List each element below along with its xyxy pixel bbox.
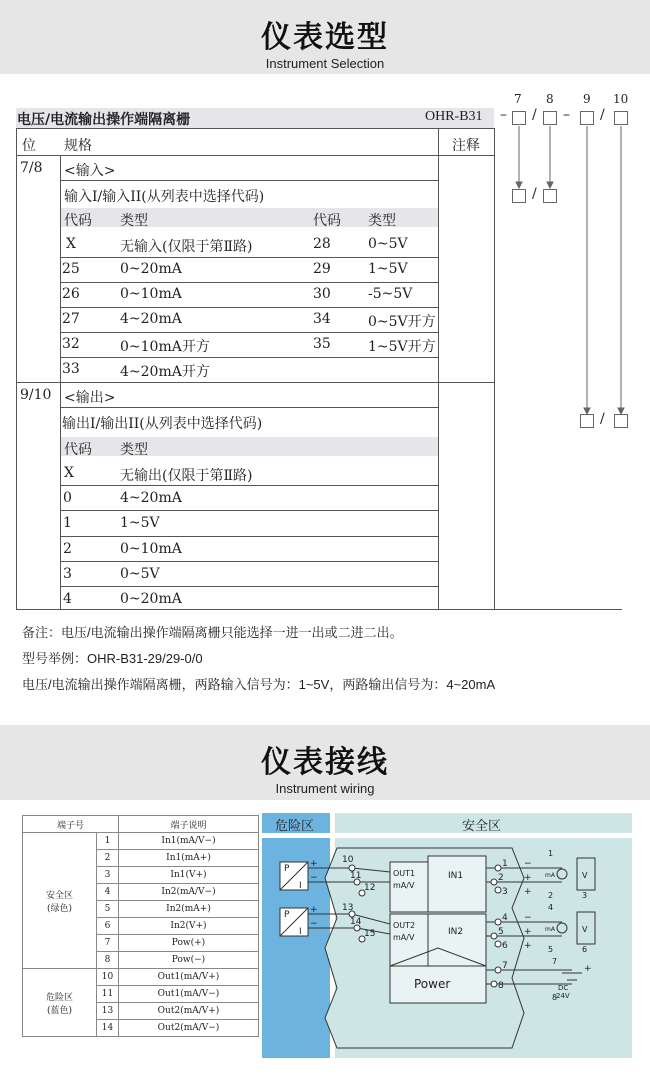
svg-text:−: − bbox=[524, 859, 532, 869]
ma-meter-label: mA bbox=[545, 926, 555, 933]
selection-banner bbox=[0, 0, 650, 74]
terminal-label: 11 bbox=[350, 871, 362, 881]
input-type: 无输入(仅限于第Ⅱ路) bbox=[120, 239, 253, 255]
input-code: 28 bbox=[313, 236, 331, 252]
input-code: 29 bbox=[313, 261, 331, 277]
selection-arrows bbox=[500, 120, 640, 420]
output-type: 1~5V bbox=[120, 515, 160, 531]
out1-label: OUT1 bbox=[393, 869, 416, 878]
output-type: 0~5V bbox=[120, 566, 160, 582]
output-col-type: 类型 bbox=[120, 442, 148, 458]
ma-meter-label: mA bbox=[545, 872, 555, 879]
section-subtitle: Instrument Selection bbox=[265, 56, 385, 71]
terminal-label: 7 bbox=[502, 961, 508, 971]
pos-label-8: 8 bbox=[546, 92, 554, 106]
ma-meter-1 bbox=[557, 869, 567, 879]
pos-label-7: 7 bbox=[514, 92, 522, 106]
input-box-2 bbox=[543, 189, 557, 203]
safe-zone-label: 安全区 bbox=[462, 819, 502, 834]
product-name: 电压/电流输出操作端隔离栅 bbox=[17, 112, 191, 128]
input-type: 0~5V开方 bbox=[368, 314, 436, 330]
output-type: 0~10mA bbox=[120, 541, 182, 557]
svg-text:−: − bbox=[310, 919, 318, 929]
output-code: 3 bbox=[63, 566, 72, 582]
meter-num: 5 bbox=[548, 945, 554, 954]
transmitter-p-label: P bbox=[284, 864, 290, 874]
safe-zone-group: 安全区 (绿色) bbox=[23, 833, 97, 969]
terminal-label: 8 bbox=[498, 981, 504, 991]
transmitter-i-label: I bbox=[299, 927, 302, 937]
input-type: -5~5V bbox=[368, 286, 413, 302]
output-type: 4~20mA bbox=[120, 490, 182, 506]
wiring-schematic bbox=[262, 838, 632, 1058]
power-label: Power bbox=[414, 977, 451, 991]
out2-unit: mA/V bbox=[393, 933, 415, 942]
input-code: 34 bbox=[313, 311, 331, 327]
output-code: 0 bbox=[63, 490, 72, 506]
output-box-1 bbox=[580, 414, 594, 428]
section-title: 仪表接线 bbox=[261, 745, 389, 780]
output-code: 1 bbox=[63, 515, 72, 531]
input-col-type-2: 类型 bbox=[368, 213, 396, 229]
note-signal: 电压/电流输出操作端隔离栅，两路输入信号为：1~5V，两路输出信号为：4~20mA bbox=[22, 677, 496, 692]
svg-text:+: + bbox=[524, 927, 532, 937]
terminal-header-number: 端子号 bbox=[23, 816, 119, 833]
svg-text:+: + bbox=[584, 964, 592, 974]
in1-label: IN1 bbox=[448, 871, 464, 881]
v-meter-label: V bbox=[582, 925, 588, 934]
section-subtitle: Instrument wiring bbox=[275, 781, 375, 796]
terminal-label: 3 bbox=[502, 887, 508, 897]
terminal-label: 2 bbox=[498, 873, 504, 883]
input-code: 35 bbox=[313, 336, 331, 352]
input-code: X bbox=[66, 236, 76, 252]
header-spec: 规格 bbox=[64, 138, 92, 154]
output-code: 4 bbox=[63, 591, 72, 607]
output-type: 0~20mA bbox=[120, 591, 182, 607]
note-remark: 备注：电压/电流输出操作端隔离栅只能选择一进一出或二进二出。 bbox=[22, 625, 403, 640]
input-desc: 输入I/输入II(从列表中选择代码) bbox=[64, 189, 265, 205]
svg-text:−: − bbox=[310, 873, 318, 883]
out1-unit: mA/V bbox=[393, 881, 415, 890]
output-code: 2 bbox=[63, 541, 72, 557]
input-code: 33 bbox=[62, 361, 80, 377]
input-code: 30 bbox=[313, 286, 331, 302]
terminal-label: 12 bbox=[364, 883, 376, 893]
pos-label-9: 9 bbox=[583, 92, 591, 106]
terminal-table: 端子号 端子说明 安全区 (绿色) 1 In1(mA/V−) 2 In1(mA+) 3 In1(V+) 4 In2(mA/V−) 5 In2(mA+) 6 In2(V+) 7 Pow(+) 8 Pow(−) 危险区 (蓝色) 10 Out1(mA/V+) 11 Out1(mA/V−) 13 Out2(mA/V+) 14 Out2(mA/V−) bbox=[22, 815, 259, 1037]
meter-num: 7 bbox=[552, 957, 558, 966]
svg-text:+: + bbox=[524, 873, 532, 883]
input-type: 1~5V开方 bbox=[368, 339, 436, 355]
input-type: 0~20mA bbox=[120, 261, 182, 277]
svg-text:−: − bbox=[524, 913, 532, 923]
header-pos: 位 bbox=[22, 138, 36, 154]
input-type: 1~5V bbox=[368, 261, 408, 277]
in2-label: IN2 bbox=[448, 927, 464, 937]
svg-text:+: + bbox=[310, 905, 318, 915]
output-code: X bbox=[64, 465, 74, 481]
danger-zone-label: 危险区 bbox=[275, 819, 315, 834]
terminal-header-desc: 端子说明 bbox=[119, 816, 259, 833]
input-col-code-1: 代码 bbox=[64, 213, 92, 229]
in1-module bbox=[428, 856, 486, 912]
output-type: 无输出(仅限于第Ⅱ路) bbox=[120, 468, 253, 484]
note-example: 型号举例：OHR-B31-29/29-0/0 bbox=[22, 651, 203, 666]
input-title: <输入> bbox=[64, 163, 116, 179]
input-col-type-1: 类型 bbox=[120, 213, 148, 229]
meter-num: 3 bbox=[582, 891, 588, 900]
section-title: 仪表选型 bbox=[261, 20, 389, 55]
input-code: 32 bbox=[62, 336, 80, 352]
input-type: 4~20mA bbox=[120, 311, 182, 327]
output-box-2 bbox=[614, 414, 628, 428]
input-code: 26 bbox=[62, 286, 80, 302]
svg-text:+: + bbox=[310, 859, 318, 869]
terminal-label: 5 bbox=[498, 927, 504, 937]
terminal-label: 14 bbox=[350, 917, 362, 927]
input-type: 0~5V bbox=[368, 236, 408, 252]
input-pos: 7/8 bbox=[20, 160, 43, 176]
terminal-label: 15 bbox=[364, 929, 376, 939]
transmitter-p-label: P bbox=[284, 910, 290, 920]
terminal-label: 13 bbox=[342, 903, 354, 913]
output-title: <输出> bbox=[64, 390, 116, 406]
dc-label: DC bbox=[558, 984, 569, 992]
terminal-label: 4 bbox=[502, 913, 508, 923]
meter-num: 6 bbox=[582, 945, 588, 954]
input-box-1 bbox=[512, 189, 526, 203]
output-col-header-shade bbox=[60, 437, 438, 456]
transmitter-i-label: I bbox=[299, 881, 302, 891]
in2-module bbox=[428, 914, 486, 966]
meter-num: 8 bbox=[552, 993, 558, 1002]
output-pos: 9/10 bbox=[20, 387, 52, 403]
output-desc: 输出I/输出II(从列表中选择代码) bbox=[62, 416, 263, 432]
danger-zone-group: 危险区 (蓝色) bbox=[23, 969, 97, 1037]
dc-voltage-label: 24V bbox=[556, 992, 570, 1000]
model-code: OHR-B31 bbox=[425, 109, 483, 124]
input-type: 0~10mA bbox=[120, 286, 182, 302]
svg-text:+: + bbox=[524, 941, 532, 951]
meter-num: 1 bbox=[548, 849, 554, 858]
terminal-label: 10 bbox=[342, 855, 354, 865]
terminal-label: 6 bbox=[502, 941, 508, 951]
svg-text:+: + bbox=[524, 887, 532, 897]
input-type: 4~20mA开方 bbox=[120, 364, 210, 380]
output-col-code: 代码 bbox=[64, 442, 92, 458]
input-code: 27 bbox=[62, 311, 80, 327]
wiring-banner bbox=[0, 725, 650, 800]
input-type: 0~10mA开方 bbox=[120, 339, 210, 355]
header-note: 注释 bbox=[452, 138, 480, 154]
pos-label-10: 10 bbox=[613, 92, 629, 106]
ma-meter-2 bbox=[557, 923, 567, 933]
input-col-code-2: 代码 bbox=[313, 213, 341, 229]
terminal-label: 1 bbox=[502, 859, 508, 869]
meter-num: 2 bbox=[548, 891, 554, 900]
out2-label: OUT2 bbox=[393, 921, 416, 930]
meter-num: 4 bbox=[548, 903, 554, 912]
input-code: 25 bbox=[62, 261, 80, 277]
v-meter-label: V bbox=[582, 871, 588, 880]
